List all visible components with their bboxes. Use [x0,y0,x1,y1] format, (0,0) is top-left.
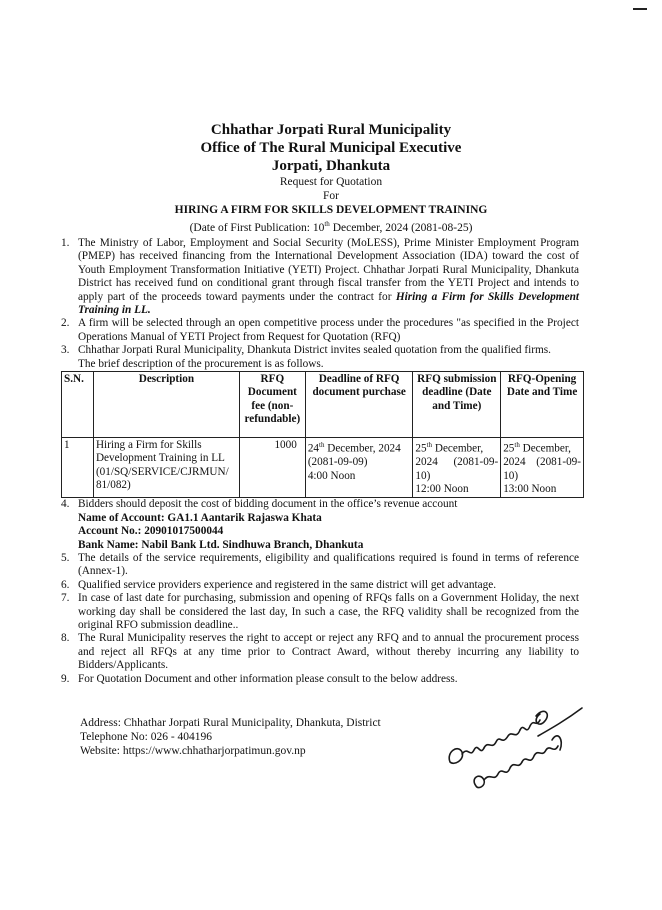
notice-body [61,237,579,686]
account-name: Name of Account: GA1.1 Aantarik Rajaswa Khata [78,511,322,524]
col-header-fee: RFQ Document fee (non-refundable) [239,372,305,438]
cell-description: Hiring a Firm for Skills Development Training in LL (01/SQ/SERVICE/CJRMUN/ 81/082) [93,438,239,498]
corner-mark [633,8,647,10]
list-item: 6. Qualified service providers experience and registered in the same district will get advantage. [61,578,497,591]
handwritten-signature [440,700,590,800]
publication-date: (Date of First Publication: 10th December, 2024 (2081-08-25) [189,220,473,234]
table-row [62,438,584,498]
list-item: 1. The Ministry of Labor, Employment and Social Security (MoLESS), Prime Minister Employment Program (PMEP) has received financing from the International Development Association (IDA) toward the cost of Youth Employment Transformation Initiative (YETI) Project. Chhathar Jorpati Rural Municipality, Dhankuta District has received fund on conditional grant through fiscal transfer from the YETI Project and intends to apply part of the proceeds toward payments under the contract for Hiring a Firm for Skills Development Training in LL. [61,237,580,317]
office-location: Jorpati, Dhankuta [271,158,391,174]
list-item: 2. A firm will be selected through an open competitive process under the procedures "as specified in the Project Operations Manual of YETI Project from Request for Quotation (RFQ) [61,317,579,343]
bank-name: Bank Name: Nabil Bank Ltd. Sindhuwa Branch, Dhankuta [78,538,364,551]
account-number: Account No.: 20901017500044 [78,525,224,538]
municipality-name: Chhathar Jorpati Rural Municipality [210,122,452,138]
office-name: Office of The Rural Municipal Executive [200,140,462,156]
notice-for: For [323,190,339,202]
col-header-description: Description [93,372,239,438]
list-item: 8. The Rural Municipality reserves the right to accept or reject any RFQ and to annual the procurement process and reject all RFQs at any time prior to Contract Award, without thereby incurring any liability to Bidders/Applicants. [61,632,579,672]
notice-type: Request for Quotation [279,176,383,188]
document-header [0,121,662,235]
col-header-deadline: Deadline of RFQ document purchase [305,372,413,438]
cell-deadline: 24th December, 2024 (2081-09-09) 4:00 Noon [305,438,413,498]
procurement-table [61,371,584,498]
contact-block [80,716,381,758]
cell-opening: 25th December, 2024 (2081-09-10) 13:00 Noon [501,438,584,498]
col-header-opening: RFQ-Opening Date and Time [501,372,584,438]
table-header-row [62,372,584,438]
list-item: 4. Bidders should deposit the cost of bidding document in the office’s revenue account [61,498,458,511]
col-header-submission: RFQ submission deadline (Date and Time) [413,372,501,438]
list-item: 3. Chhathar Jorpati Rural Municipality, Dhankuta District invites sealed quotation from the qualified firms. The brief description of the procurement is as follows. [61,344,552,370]
cell-sn: 1 [62,438,94,498]
website[interactable]: Website: https://www.chhatharjorpatimun.gov.np [80,745,306,757]
list-item: 7. In case of last date for purchasing, submission and opening of RFQs falls on a Government Holiday, the next working day shall be considered the last day, In such a case, the RFQ validity shall be recognized from the original RFO submission deadline.. [61,592,579,632]
cell-fee: 1000 [239,438,305,498]
col-header-sn: S.N. [62,372,94,438]
list-item: 5. The details of the service requirements, eligibility and qualifications required is found in terms of reference (Annex-1). [61,552,579,578]
cell-submission: 25th December, 2024 (2081-09-10) 12:00 Noon [413,438,501,498]
notice-title: HIRING A FIRM FOR SKILLS DEVELOPMENT TRAINING [174,204,488,216]
address: Address: Chhathar Jorpati Rural Municipality, Dhankuta, District [80,717,381,729]
list-item: 9. For Quotation Document and other information please consult to the below address. [61,672,458,685]
telephone: Telephone No: 026 - 404196 [80,731,213,743]
